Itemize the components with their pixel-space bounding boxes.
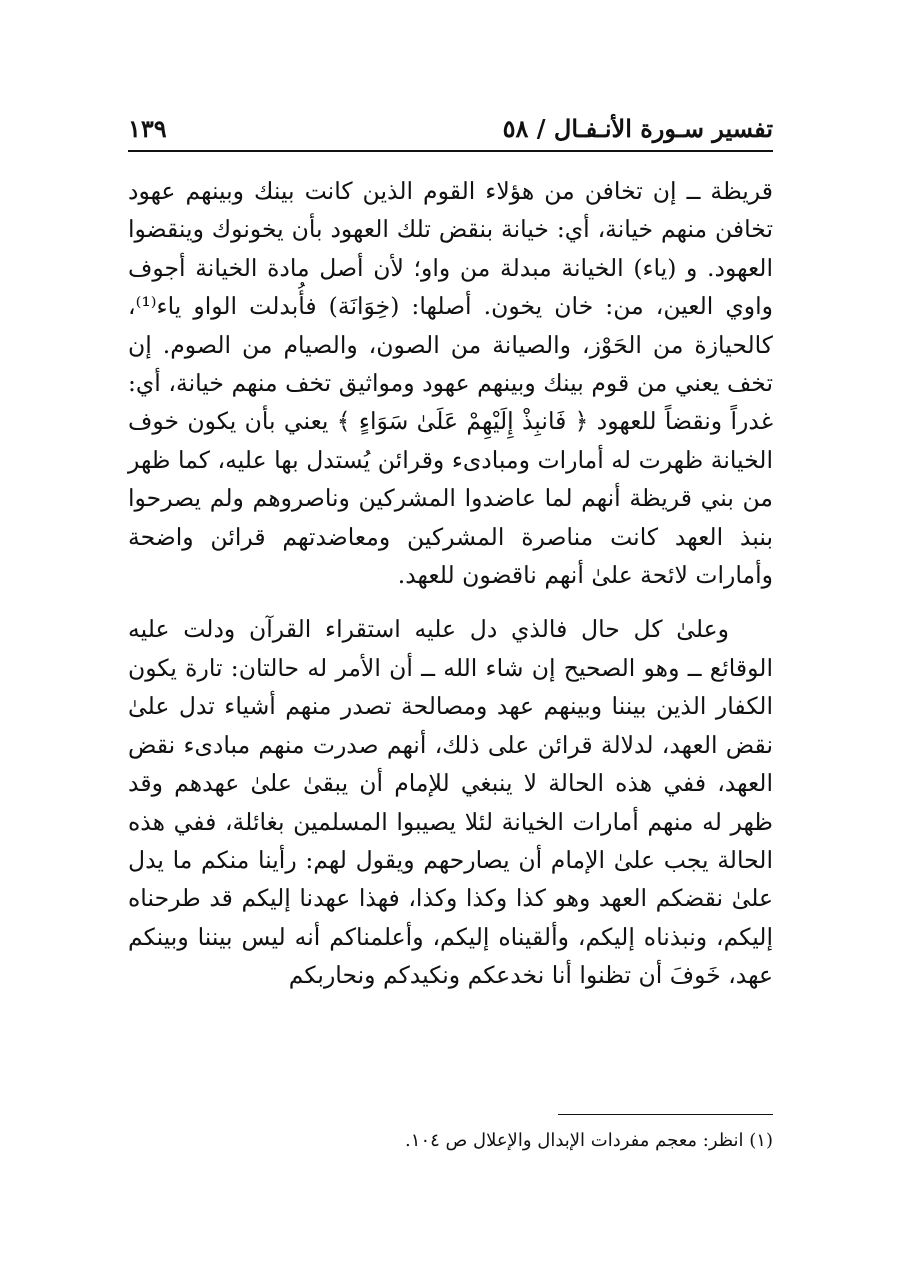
body-text — [128, 172, 773, 995]
page-header — [128, 110, 773, 146]
footnote-rule — [558, 1114, 773, 1115]
running-title: تفسير سـورة الأنـفـال / ٥٨ — [502, 113, 773, 143]
header-rule — [128, 150, 773, 152]
paragraph-2: وعلىٰ كل حال فالذي دل عليه استقراء القرآن ودلت عليه الوقائع ــ وهو الصحيح إن شاء الله ــ أن الأمر له حالتان: تارة يكون الكفار الذين بيننا وبينهم عهد ومصالحة تصدر منهم أشياء تدل علىٰ نقض العهد، لدلالة قرائن على ذلك، أنهم صدرت منهم مبادىء نقض العهد، ففي هذه الحالة لا ينبغي للإمام أن يبقىٰ علىٰ عهدهم وقد ظهر له منهم أمارات الخيانة لئلا يصيبوا المسلمين بغائلة، ففي هذه الحالة يجب علىٰ الإمام أن يصارحهم ويقول لهم: رأينا منكم ما يدل علىٰ نقضكم العهد وهو كذا وكذا وكذا، فهذا عهدنا إليكم قد طرحناه إليكم، ونبذناه إليكم، وألقيناه إليكم، وأعلمناكم أنه ليس بيننا وبينكم عهد، خَوفَ أن تظنوا أنا نخدعكم ونكيدكم ونحاربكم — [128, 615, 773, 990]
footnote: (١) انظر: معجم مفردات الإبدال والإعلال ص ١٠٤. — [405, 1130, 773, 1151]
paragraph-1: قريظة ــ إن تخافن من هؤلاء القوم الذين كانت بينك وبينهم عهود تخافن منهم خيانة، أي: خيانة بنقض تلك العهود بأن يخونوك وينقضوا العهود. و (ياء) الخيانة مبدلة من واو؛ لأن أصل مادة الخيانة أجوف واوي العين، من: خان يخون. أصلها: (خِوَانَة) فأُبدلت الواو ياء⁽¹⁾، كالحيازة من الحَوْز، والصيانة من الصون، والصيام من الصوم. إن تخف يعني من قوم بينك وبينهم عهود ومواثيق تخف منهم خيانة، أي: غدراً ونقضاً للعهود ﴿ فَانبِذْ إِلَيْهِمْ عَلَىٰ سَوَاءٍ ﴾ يعني بأن يكون خوف الخيانة ظهرت له أمارات ومبادىء وقرائن يُستدل بها عليه، كما ظهر من بني قريظة أنهم لما عاضدوا المشركين وناصروهم ولم يصرحوا بنبذ العهد كانت مناصرة المشركين ومعاضدتهم قرائن واضحة وأمارات لائحة علىٰ أنهم ناقضون للعهد. — [128, 177, 773, 590]
page-number: ١٣٩ — [128, 113, 167, 143]
